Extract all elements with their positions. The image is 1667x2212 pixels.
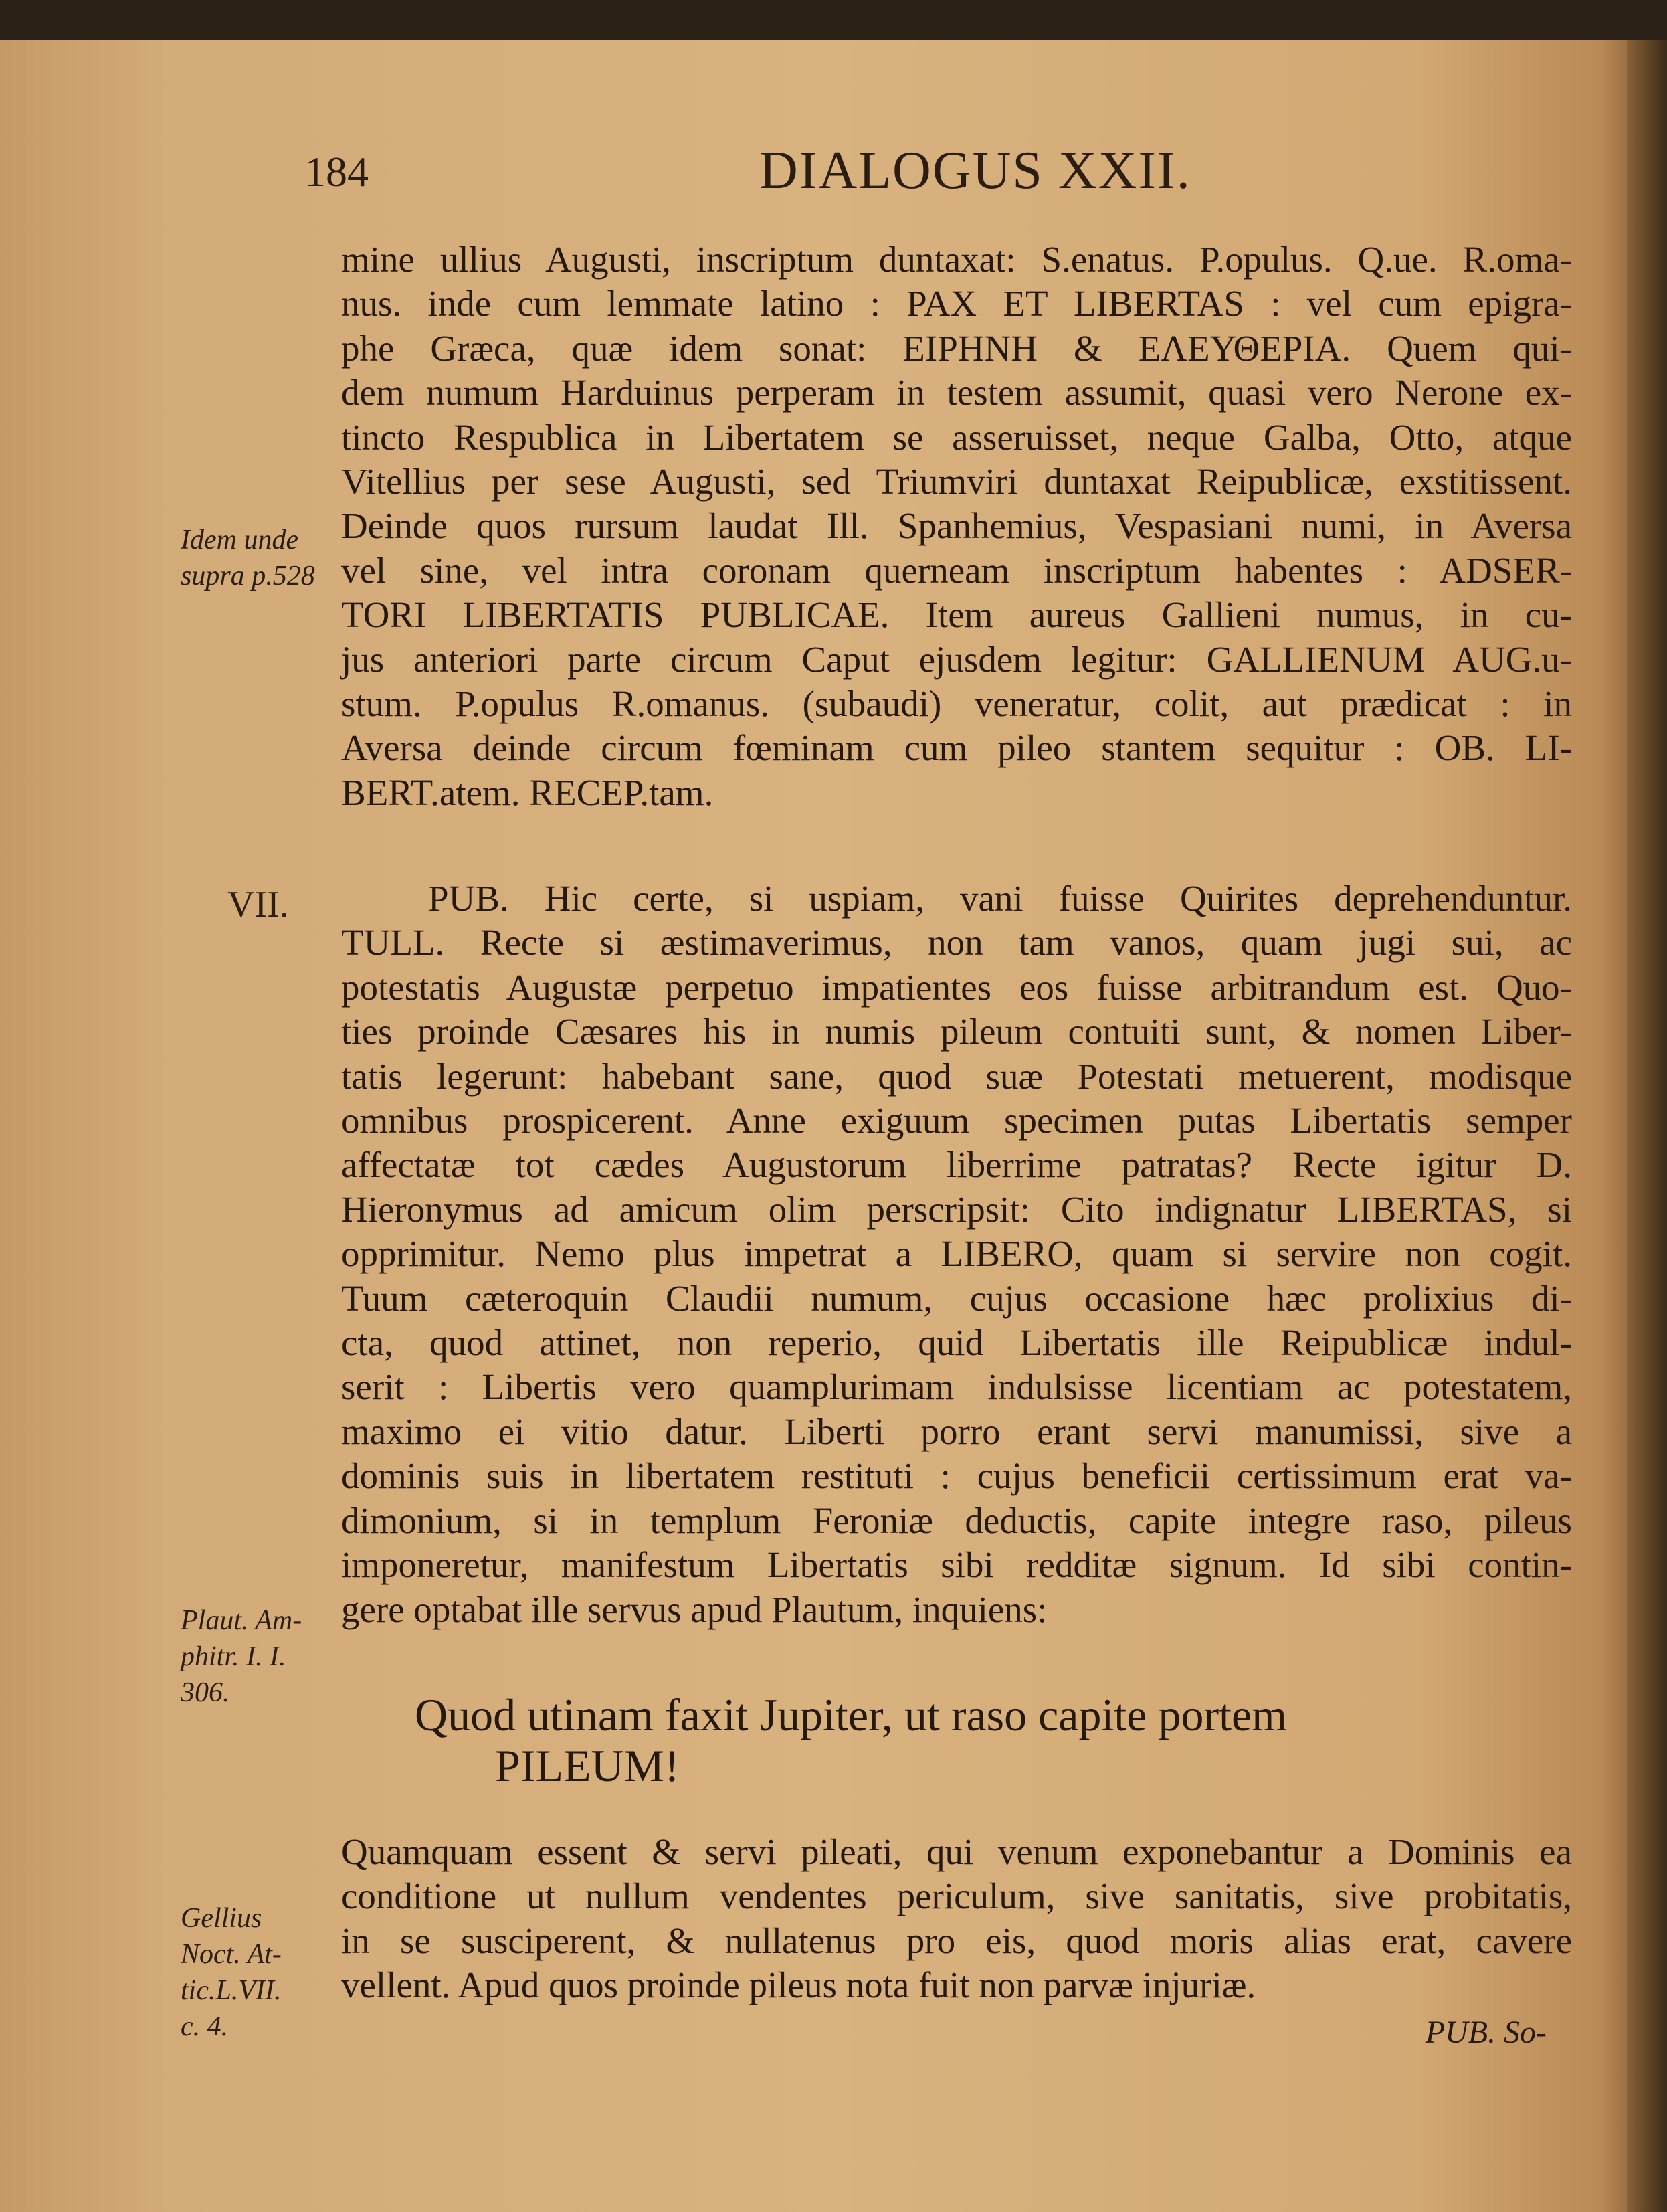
page-header [304, 134, 1575, 214]
margin-note-plautus [181, 1602, 302, 1711]
text-line: Tuum cæteroquin Claudii numum, cujus occasione hæc prolixius di- [341, 1277, 1572, 1319]
text-line: in se susciperent, & nullatenus pro eis, quod moris alias erat, cavere [341, 1920, 1572, 1961]
margin-note-line: c. 4. [181, 2011, 229, 2042]
margin-note-line: Noct. At- [181, 1939, 282, 1970]
catchword: PUB. So- [1425, 2015, 1547, 2050]
text-line: Quamquam essent & servi pileati, qui venum exponebantur a Dominis ea [341, 1831, 1572, 1872]
text-line: tincto Respublica in Libertatem se asseruisset, neque Galba, Otto, atque [341, 416, 1572, 458]
text-line: imponeretur, manifestum Libertatis sibi redditæ signum. Id sibi contin- [341, 1544, 1572, 1586]
text-line: dem numum Harduinus perperam in testem assumit, quasi vero Nerone ex- [341, 372, 1572, 413]
text-line: potestatis Augustæ perpetuo impatientes eos fuisse arbitrandum est. Quo- [341, 966, 1572, 1008]
text-line: TULL. Recte si æstimaverimus, non tam vanos, quam jugi sui, ac [341, 922, 1572, 963]
text-line: omnibus prospicerent. Anne exiguum specimen putas Libertatis semper [341, 1100, 1572, 1141]
text-line: cta, quod attinet, non reperio, quid Libertatis ille Reipublicæ indul- [341, 1322, 1572, 1364]
text-line: dimonium, si in templum Feroniæ deductis, capite integre raso, pileus [341, 1499, 1572, 1541]
text-line: Deinde quos rursum laudat Ill. Spanhemius, Vespasiani numi, in Aversa [341, 505, 1572, 547]
text-line: conditione ut nullum vendentes periculum, sive sanitatis, sive probitatis, [341, 1875, 1572, 1917]
margin-note-line: Plaut. Am- [181, 1605, 302, 1636]
text-line: Aversa deinde circum fœminam cum pileo stantem sequitur : OB. LI- [341, 727, 1572, 769]
margin-note-line: supra p.528 [181, 561, 315, 591]
text-line: Vitellius per sese Augusti, sed Triumviri duntaxat Reipublicæ, exstitissent. [341, 461, 1572, 502]
text-line: vel sine, vel intra coronam querneam inscriptum habentes : ADSER- [341, 549, 1572, 591]
margin-note-line: tic.L.VII. [181, 1975, 282, 2006]
margin-note-line: phitr. I. I. [181, 1641, 286, 1672]
margin-note-line: 306. [181, 1677, 230, 1708]
text-line: vellent. Apud quos proinde pileus nota fuit non parvæ injuriæ. [341, 1964, 1256, 2006]
text-line: tatis legerunt: habebant sane, quod suæ Potestati metuerent, modisque [341, 1055, 1572, 1097]
text-line: affectatæ tot cædes Augustorum liberrime patratas? Recte igitur D. [341, 1144, 1572, 1186]
margin-note-line: Idem unde [181, 525, 299, 555]
margin-note-idem [181, 522, 315, 594]
page-number: 184 [304, 148, 369, 195]
text-line: PUB. Hic certe, si uspiam, vani fuisse Quirites deprehenduntur. [428, 878, 1572, 919]
text-line: TORI LIBERTATIS PUBLICAE. Item aureus Gallieni numus, in cu- [341, 594, 1572, 636]
text-line: maximo ei vitio datur. Liberti porro erant servi manumissi, sive a [341, 1410, 1572, 1452]
text-line: mine ullius Augusti, inscriptum duntaxat: S.enatus. P.opulus. Q.ue. R.oma- [341, 239, 1572, 280]
text-line: Hieronymus ad amicum olim perscripsit: Cito indignatur LIBERTAS, si [341, 1188, 1572, 1230]
text-line: nus. inde cum lemmate latino : PAX ET LIBERTAS : vel cum epigra- [341, 283, 1572, 325]
text-line: serit : Libertis vero quamplurimam indulsisse licentiam ac potestatem, [341, 1366, 1572, 1408]
paragraph-2 [341, 877, 1572, 1632]
text-line: dominis suis in libertatem restituti : cujus beneficii certissimum erat va- [341, 1455, 1572, 1497]
text-line: phe Græca, quæ idem sonat: ΕΙΡΗΝΗ & ΕΛΕΥΘΕΡΙΑ. Quem qui- [341, 327, 1572, 369]
text-line: ties proinde Cæsares his in numis pileum contuiti sunt, & nomen Liber- [341, 1011, 1572, 1052]
margin-note-line: Gellius [181, 1903, 262, 1934]
text-line: stum. P.opulus R.omanus. (subaudi) veneratur, colit, aut prædicat : in [341, 683, 1572, 725]
section-number: VII. [227, 884, 289, 925]
page-edge-shadow [1627, 40, 1667, 2212]
text-line: opprimitur. Nemo plus impetrat a LIBERO, quam si servire non cogit. [341, 1233, 1572, 1275]
paragraph-3 [341, 1830, 1572, 2008]
paragraph-1 [341, 238, 1572, 815]
text-line: jus anteriori parte circum Caput ejusdem legitur: GALLIENUM AUG.u- [341, 638, 1572, 680]
running-head: DIALOGUS XXII. [759, 141, 1191, 200]
plautus-quote [415, 1689, 1552, 1791]
text-line: gere optabat ille servus apud Plautum, inquiens: [341, 1588, 1048, 1630]
text-line: BERT.atem. RECEP.tam. [341, 771, 714, 813]
margin-note-gellius [181, 1900, 282, 2045]
quote-line: PILEUM! [495, 1740, 680, 1791]
quote-line: Quod utinam faxit Jupiter, ut raso capite portem [415, 1689, 1288, 1740]
